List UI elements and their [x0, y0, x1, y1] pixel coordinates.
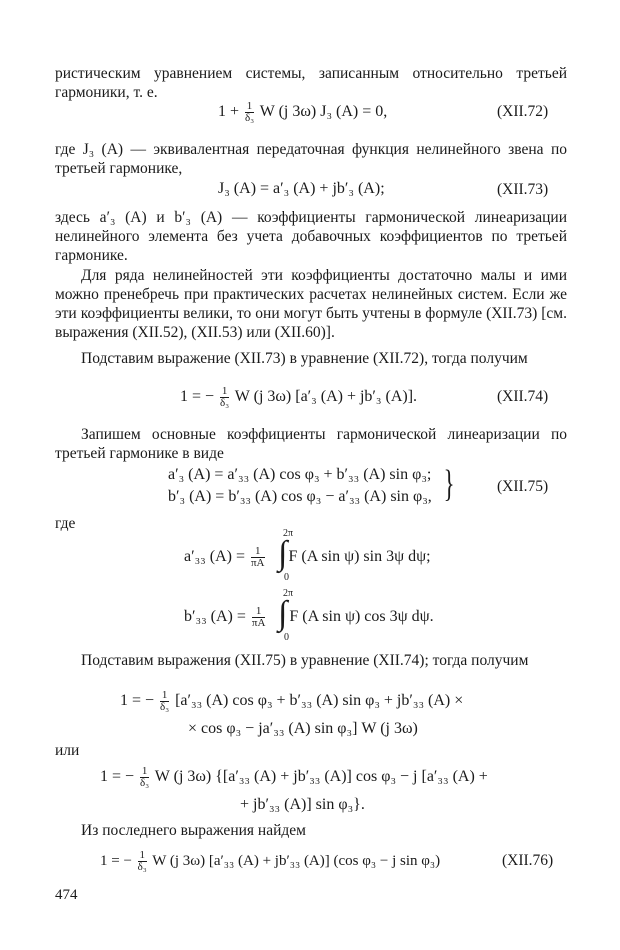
- paragraph-10: Из последнего выражения найдем: [81, 822, 306, 839]
- eq-body: W (j 3ω) [a′₃ (A) + jb′₃ (A)].: [234, 388, 418, 406]
- frac-num: 1: [139, 849, 145, 861]
- equation-xii-73: J₃ (A) = a′₃ (A) + jb′₃ (A);: [218, 180, 385, 197]
- paragraph-2: где J₃ (A) — эквивалентная передаточная функция нелинейного звена по третьей гармонике,: [55, 141, 567, 177]
- paragraph-1: ристическим уравнением системы, записанным относительно третьей гармоники, т. е.: [55, 65, 567, 101]
- equation-number: (XII.74): [497, 388, 549, 405]
- integral-sign: ∫: [278, 595, 288, 632]
- paragraph-6: Запишем основные коэффициенты гармонической линеаризации по третьей гармонике в виде: [55, 426, 567, 462]
- integral-upper-limit: 2π: [283, 528, 294, 539]
- equation-expanded-1: [120, 690, 463, 713]
- frac-num: 1: [221, 385, 228, 397]
- equation-a33: [184, 546, 431, 569]
- right-brace: }: [443, 463, 455, 505]
- frac-den: δ₃: [140, 777, 150, 789]
- frac-den: δ₃: [220, 397, 230, 409]
- eq-prefix: 1 = −: [120, 692, 155, 710]
- page-number: 474: [55, 887, 78, 903]
- equation-expanded-3: [100, 766, 488, 789]
- frac-num: 1: [252, 606, 266, 618]
- fraction-1-over-delta3: [220, 386, 229, 409]
- eq-lhs: a′₃₃ (A) =: [184, 548, 245, 566]
- equation-xii-74: [180, 386, 417, 409]
- eq-rhs: F (A sin ψ) cos 3ψ dψ.: [289, 608, 434, 626]
- frac-den: δ₃: [137, 861, 147, 873]
- equation-xii-75-b: b′₃ (A) = b′₃₃ (A) cos φ₃ − a′₃₃ (A) sin φ₃,: [168, 488, 432, 505]
- fraction-1-over-delta3: [160, 690, 169, 713]
- fraction-1-over-piA: [252, 606, 266, 629]
- equation-number: (XII.72): [497, 103, 549, 120]
- equation-b33: [184, 606, 434, 629]
- eq-body: W (j 3ω) J₃ (A) = 0,: [259, 103, 388, 121]
- eq-prefix: 1 = −: [100, 768, 135, 786]
- fraction-1-over-delta3: [245, 101, 254, 124]
- fraction-1-over-piA: [251, 546, 265, 569]
- fraction-1-over-delta3: [138, 850, 147, 873]
- eq-prefix: 1 = −: [100, 852, 132, 869]
- frac-num: 1: [161, 689, 168, 701]
- integral-lower-limit: 0: [284, 572, 289, 583]
- paragraph-3: здесь a′₃ (A) и b′₃ (A) — коэффициенты гармонической линеаризации нелинейного элемента без учета добавочных коэффициентов по третьей гармонике.: [55, 209, 567, 264]
- equation-expanded-4: + jb′₃₃ (A)] sin φ₃}.: [240, 796, 365, 813]
- paragraph-7: где: [55, 515, 76, 532]
- frac-den: δ₃: [245, 112, 255, 124]
- eq-body: W (j 3ω) [a′₃₃ (A) + jb′₃₃ (A)] (cos φ₃ − j sin φ₃): [152, 852, 441, 869]
- equation-number: (XII.76): [502, 852, 554, 869]
- equation-xii-75-a: a′₃ (A) = a′₃₃ (A) cos φ₃ + b′₃₃ (A) sin φ₃;: [168, 466, 432, 483]
- frac-den: πA: [251, 557, 265, 569]
- frac-den: πA: [251, 617, 266, 629]
- eq-lhs: b′₃₃ (A) =: [184, 608, 246, 626]
- paragraph-8: Подставим выражения (XII.75) в уравнение (XII.74); тогда получим: [81, 652, 529, 669]
- eq-rhs: F (A sin ψ) sin 3ψ dψ;: [288, 548, 431, 566]
- integral-sign: ∫: [278, 535, 288, 572]
- equation-number: (XII.73): [497, 181, 549, 198]
- paragraph-5: Подставим выражение (XII.73) в уравнение (XII.72), тогда получим: [81, 350, 528, 367]
- equation-xii-76: [100, 850, 440, 873]
- fraction-1-over-delta3: [140, 766, 149, 789]
- frac-num: 1: [141, 765, 148, 777]
- equation-number: (XII.75): [497, 478, 549, 495]
- frac-den: δ₃: [160, 701, 170, 713]
- eq-prefix: 1 = −: [180, 388, 215, 406]
- integral-upper-limit: 2π: [283, 588, 294, 599]
- eq-prefix: 1 +: [218, 103, 240, 121]
- frac-num: 1: [246, 100, 253, 112]
- eq-body: W (j 3ω) {[a′₃₃ (A) + jb′₃₃ (A)] cos φ₃ − j [a′₃₃ (A) +: [154, 768, 488, 786]
- paragraph-9: или: [55, 742, 80, 759]
- equation-expanded-2: × cos φ₃ − ja′₃₃ (A) sin φ₃] W (j 3ω): [188, 720, 418, 737]
- integral-lower-limit: 0: [284, 632, 289, 643]
- equation-xii-72: [218, 101, 387, 124]
- frac-num: 1: [251, 546, 265, 558]
- eq-body: [a′₃₃ (A) cos φ₃ + b′₃₃ (A) sin φ₃ + jb′₃₃ (A) ×: [175, 692, 464, 710]
- paragraph-4: Для ряда нелинейностей эти коэффициенты достаточно малы и ими можно пренебречь при практических расчетах нелинейных систем. Если же эти коэффициенты велики, то они могут быть учтены в формуле (XII.73) [см. выражения (XII.52), (XII.53) или (XII.60)].: [55, 267, 567, 341]
